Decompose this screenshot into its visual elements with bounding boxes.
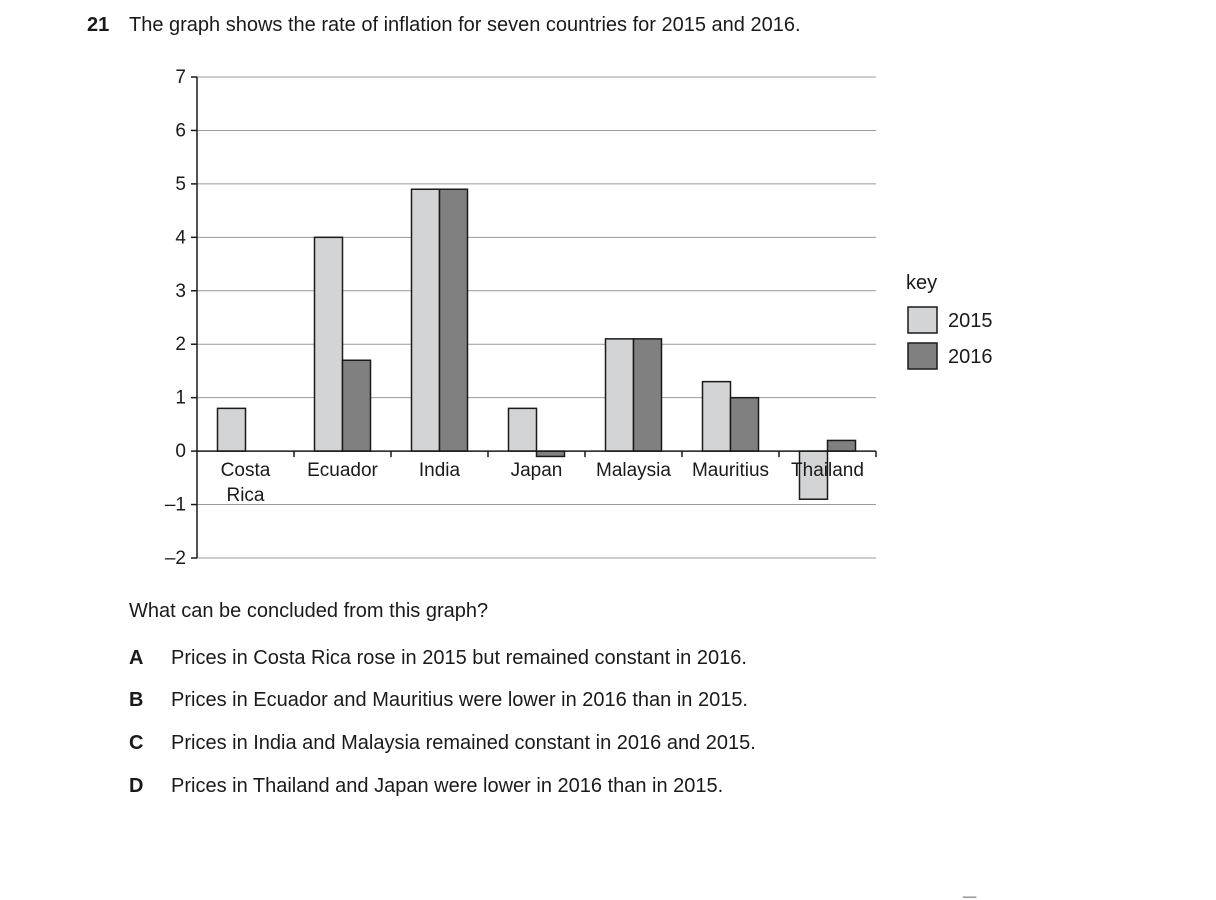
category-label-mauritius: Mauritius <box>691 460 770 482</box>
option-d-letter: D <box>129 775 144 797</box>
category-label-costa-rica: Costa Rica <box>220 460 271 507</box>
option-a-letter: A <box>129 647 144 669</box>
option-c-letter: C <box>129 732 144 754</box>
y-tick-label: 4 <box>175 227 186 249</box>
bar-2016-ecuador <box>343 360 371 451</box>
option-c-text: Prices in India and Malaysia remained constant in 2016 and 2015. <box>171 732 756 754</box>
bar-2016-malaysia <box>634 339 662 451</box>
bar-2015-japan <box>509 408 537 451</box>
question-stem: The graph shows the rate of inflation for seven countries for 2015 and 2016. <box>129 14 801 36</box>
y-tick-label: 1 <box>175 387 186 409</box>
category-label-india: India <box>418 460 461 482</box>
y-tick-label: 3 <box>175 280 186 302</box>
bar-2016-thailand <box>828 440 856 451</box>
y-tick-label: 2 <box>175 334 186 356</box>
legend-swatch-2016 <box>908 343 937 369</box>
option-b-text: Prices in Ecuador and Mauritius were lower in 2016 than in 2015. <box>171 689 748 711</box>
y-tick-label: –2 <box>164 548 186 569</box>
legend-title: key <box>906 272 938 294</box>
bar-2016-japan <box>537 451 565 456</box>
option-b-letter: B <box>129 689 144 711</box>
bar-2016-india <box>440 189 468 451</box>
y-tick-label: 5 <box>175 173 186 195</box>
category-label-ecuador: Ecuador <box>307 460 378 482</box>
bar-2015-india <box>412 189 440 451</box>
bar-2015-costa-rica <box>218 408 246 451</box>
option-a-text: Prices in Costa Rica rose in 2015 but remained constant in 2016. <box>171 647 747 669</box>
y-tick-label: 7 <box>175 67 186 88</box>
legend-label-2015: 2015 <box>948 310 993 332</box>
category-label-malaysia: Malaysia <box>596 460 671 482</box>
option-d-text: Prices in Thailand and Japan were lower in 2016 than in 2015. <box>171 775 724 797</box>
bar-2015-mauritius <box>703 382 731 451</box>
y-tick-label: –1 <box>164 494 186 516</box>
bar-2015-ecuador <box>315 237 343 451</box>
legend-swatch-2015 <box>908 307 937 333</box>
bar-2016-mauritius <box>731 398 759 451</box>
bar-2015-malaysia <box>606 339 634 451</box>
category-label-japan: Japan <box>510 460 563 482</box>
footer-mark: __ <box>963 884 977 898</box>
y-tick-label: 6 <box>175 120 186 142</box>
question-number: 21 <box>87 14 110 36</box>
legend-label-2016: 2016 <box>948 346 993 368</box>
y-tick-label: 0 <box>175 441 186 463</box>
question-prompt: What can be concluded from this graph? <box>129 600 489 622</box>
category-label-thailand: Thailand <box>791 460 864 482</box>
